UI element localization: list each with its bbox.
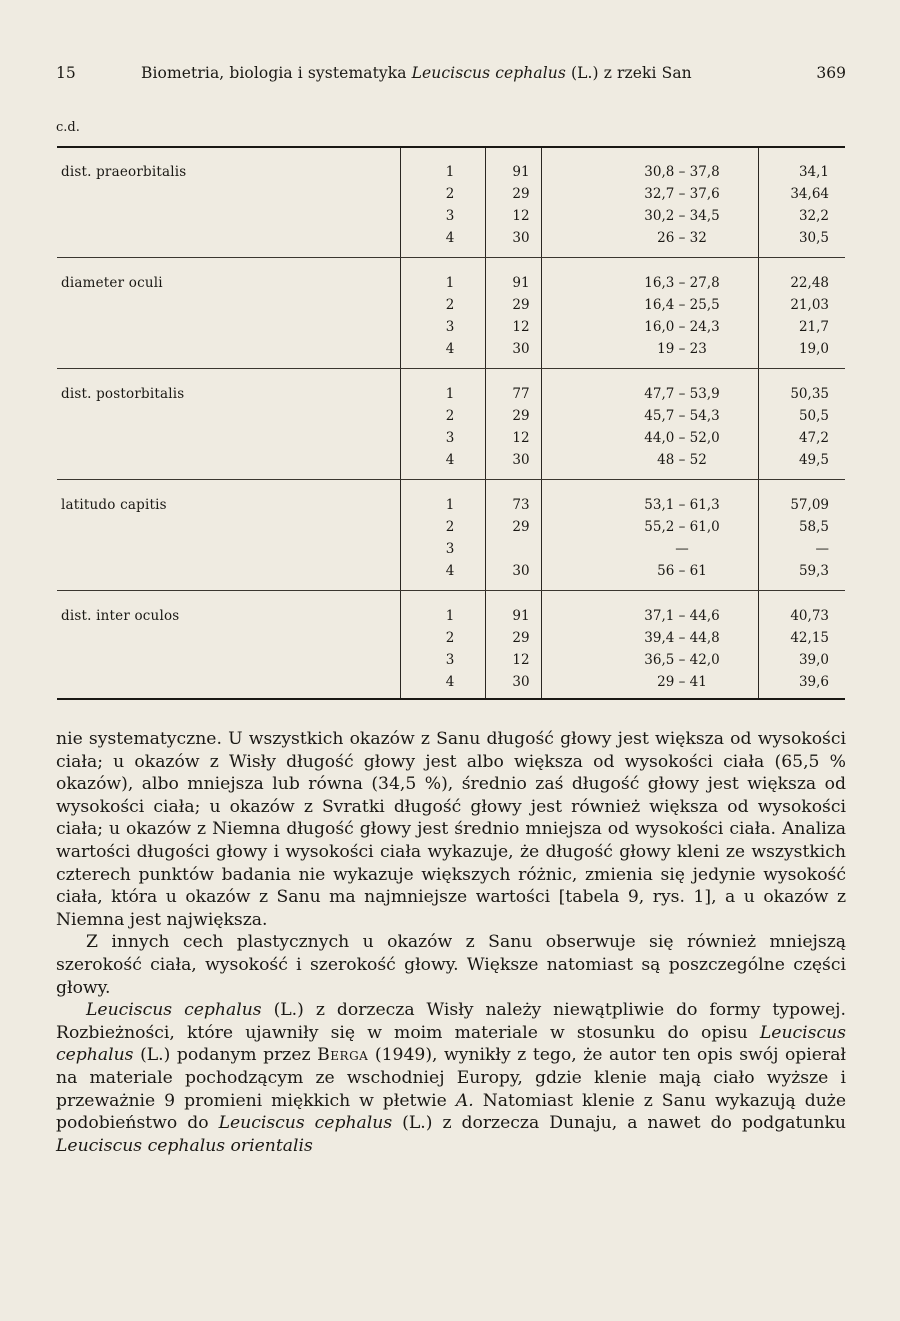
table-row	[57, 275, 845, 297]
value-range: 16,3 – 27,8	[644, 275, 720, 291]
table-top-rule	[57, 146, 845, 148]
table-group	[57, 600, 845, 690]
value-range: 53,1 – 61,3	[644, 497, 720, 513]
table-row	[57, 519, 845, 541]
table-row	[57, 497, 845, 519]
species-name: Leuciscus cephalus orientalis	[56, 1135, 313, 1156]
locality-number: 3	[445, 208, 455, 224]
table-row	[57, 341, 845, 363]
mean-value: 59,3	[798, 563, 829, 579]
table-row	[57, 674, 845, 696]
value-range: 16,0 – 24,3	[644, 319, 720, 335]
fin-label: A.	[455, 1090, 474, 1111]
value-range: —	[675, 541, 689, 557]
sample-count: 29	[512, 408, 530, 424]
value-range: 16,4 – 25,5	[644, 297, 720, 313]
group-separator	[57, 257, 845, 258]
parameter-name: dist. praeorbitalis	[61, 164, 187, 180]
mean-value: 22,48	[790, 275, 829, 291]
table-row	[57, 386, 845, 408]
mean-value: 50,35	[790, 386, 829, 402]
locality-number: 4	[445, 674, 455, 690]
measurement-table	[57, 146, 845, 700]
left-page-marker: 15	[56, 64, 76, 82]
mean-value: 30,5	[798, 230, 829, 246]
value-range: 32,7 – 37,6	[644, 186, 720, 202]
species-name: Leuciscus cephalus	[218, 1113, 393, 1134]
table-row	[57, 408, 845, 430]
sample-count: 29	[512, 297, 530, 313]
sample-count: 91	[512, 608, 530, 624]
sample-count: 29	[512, 630, 530, 646]
table-row	[57, 208, 845, 230]
value-range: 30,2 – 34,5	[644, 208, 720, 224]
sample-count: 12	[512, 319, 530, 335]
table-row	[57, 297, 845, 319]
mean-value: 32,2	[798, 208, 829, 224]
value-range: 26 – 32	[657, 230, 707, 246]
locality-number: 4	[445, 563, 455, 579]
species-name: Leuciscus cephalus	[86, 1000, 262, 1021]
table-row	[57, 164, 845, 186]
mean-value: 39,6	[798, 674, 829, 690]
locality-number: 1	[445, 497, 455, 513]
sample-count: 30	[512, 563, 530, 579]
sample-count: 73	[512, 497, 530, 513]
locality-number: 2	[445, 519, 455, 535]
locality-number: 4	[445, 341, 455, 357]
table-row	[57, 608, 845, 630]
mean-value: 47,2	[798, 430, 829, 446]
parameter-name: latitudo capitis	[61, 497, 167, 513]
sample-count: 30	[512, 674, 530, 690]
mean-value: 57,09	[790, 497, 829, 513]
parameter-name: dist. postorbitalis	[61, 386, 185, 402]
sample-count: 30	[512, 452, 530, 468]
value-range: 48 – 52	[657, 452, 707, 468]
mean-value: 21,03	[790, 297, 829, 313]
locality-number: 1	[445, 164, 455, 180]
table-group	[57, 267, 845, 357]
locality-number: 3	[445, 430, 455, 446]
value-range: 36,5 – 42,0	[644, 652, 720, 668]
table-row	[57, 452, 845, 474]
paragraph-1: nie systematyczne. U wszystkich okazów z Sanu długość głowy jest większa od wysokości ciała; u okazów z Wisły długość głowy jest albo większa od wysokości ciała (65,5 % okazów), albo mniejsza lub równa (34,5 %), średnio zaś długość głowy jest większa od wysokości ciała; u okazów z Svratki długość głowy jest również większa od wysokości ciała; u okazów z Niemna długość głowy jest średnio mniejsza od wysokości ciała. Analiza wartości długości głowy i wysokości ciała wykazuje, że długość głowy kleni ze wszystkich czterech punktów badania nie wykazuje większych różnic, zmienia się jedynie wysokość ciała, która u okazów z Sanu ma najmniejsze wartości [tabela 9, rys. 1], a u okazów z Niemna jest największa.	[56, 729, 846, 930]
sample-count: 29	[512, 519, 530, 535]
value-range: 39,4 – 44,8	[644, 630, 720, 646]
title-prefix: Biometria, biologia i systematyka	[141, 64, 407, 82]
locality-number: 1	[445, 275, 455, 291]
mean-value: 42,15	[790, 630, 829, 646]
value-range: 56 – 61	[657, 563, 707, 579]
group-separator	[57, 368, 845, 369]
sample-count: 91	[512, 164, 530, 180]
sample-count: 29	[512, 186, 530, 202]
mean-value: 34,64	[790, 186, 829, 202]
mean-value: 34,1	[798, 164, 829, 180]
value-range: 44,0 – 52,0	[644, 430, 720, 446]
locality-number: 2	[445, 408, 455, 424]
mean-value: 58,5	[798, 519, 829, 535]
mean-value: 39,0	[798, 652, 829, 668]
locality-number: 2	[445, 630, 455, 646]
table-row	[57, 563, 845, 585]
species-name: Leuciscus cephalus	[56, 1022, 846, 1066]
table-row	[57, 652, 845, 674]
running-header	[56, 64, 846, 88]
author-name: Berga	[317, 1045, 369, 1066]
value-range: 45,7 – 54,3	[644, 408, 720, 424]
title-suffix: (L.) z rzeki San	[570, 64, 692, 82]
title-species: Leuciscus cephalus	[411, 64, 566, 82]
locality-number: 3	[445, 652, 455, 668]
sample-count: 30	[512, 230, 530, 246]
value-range: 37,1 – 44,6	[644, 608, 720, 624]
table-continuation-label: c.d.	[56, 120, 80, 135]
table-row	[57, 541, 845, 563]
page-number: 369	[816, 64, 846, 82]
locality-number: 3	[445, 319, 455, 335]
paragraph-2: Z innych cech plastycznych u okazów z Sanu obserwuje się również mniejszą szerokość ciała, wysokość i szerokość głowy. Większe natomiast są poszczególne części głowy.	[56, 932, 846, 998]
table-row	[57, 319, 845, 341]
sample-count: 30	[512, 341, 530, 357]
value-range: 47,7 – 53,9	[644, 386, 720, 402]
sample-count: 12	[512, 430, 530, 446]
mean-value: —	[815, 541, 829, 557]
mean-value: 21,7	[798, 319, 829, 335]
running-title	[141, 64, 692, 82]
locality-number: 2	[445, 297, 455, 313]
body-text	[56, 728, 846, 1157]
locality-number: 4	[445, 230, 455, 246]
paragraph-3: Leuciscus cephalus (L.) z dorzecza Wisły należy niewątpliwie do formy typowej. Rozbieżności, które ujawniły się w moim materiale w stosunku do opisu Leuciscus cephalus (L.) podanym przez Berga (1949), wynikły z tego, że autor ten opis swój opierał na materiale pochodzącym ze wschodniej Europy, gdzie klenie mają ciało wyższe i przeważnie 9 promieni miękkich w płetwie A. Natomiast klenie z Sanu wykazują duże podobieństwo do Leuciscus cephalus (L.) z dorzecza Dunaju, a nawet do podgatunku Leuciscus cephalus orientalis	[56, 1000, 847, 1156]
table-bottom-rule	[57, 698, 845, 700]
group-separator	[57, 590, 845, 591]
mean-value: 19,0	[798, 341, 829, 357]
value-range: 19 – 23	[657, 341, 707, 357]
locality-number: 1	[445, 386, 455, 402]
mean-value: 50,5	[798, 408, 829, 424]
table-group	[57, 489, 845, 579]
locality-number: 2	[445, 186, 455, 202]
parameter-name: dist. inter oculos	[61, 608, 180, 624]
group-separator	[57, 479, 845, 480]
table-group	[57, 156, 845, 246]
table-row	[57, 430, 845, 452]
table-group	[57, 378, 845, 468]
value-range: 30,8 – 37,8	[644, 164, 720, 180]
sample-count: 12	[512, 208, 530, 224]
mean-value: 49,5	[798, 452, 829, 468]
parameter-name: diameter oculi	[61, 275, 163, 291]
locality-number: 1	[445, 608, 455, 624]
locality-number: 4	[445, 452, 455, 468]
mean-value: 40,73	[790, 608, 829, 624]
table-row	[57, 230, 845, 252]
locality-number: 3	[445, 541, 455, 557]
table-row	[57, 186, 845, 208]
table-row	[57, 630, 845, 652]
sample-count: 91	[512, 275, 530, 291]
value-range: 55,2 – 61,0	[644, 519, 720, 535]
sample-count: 12	[512, 652, 530, 668]
sample-count: 77	[512, 386, 530, 402]
value-range: 29 – 41	[657, 674, 707, 690]
